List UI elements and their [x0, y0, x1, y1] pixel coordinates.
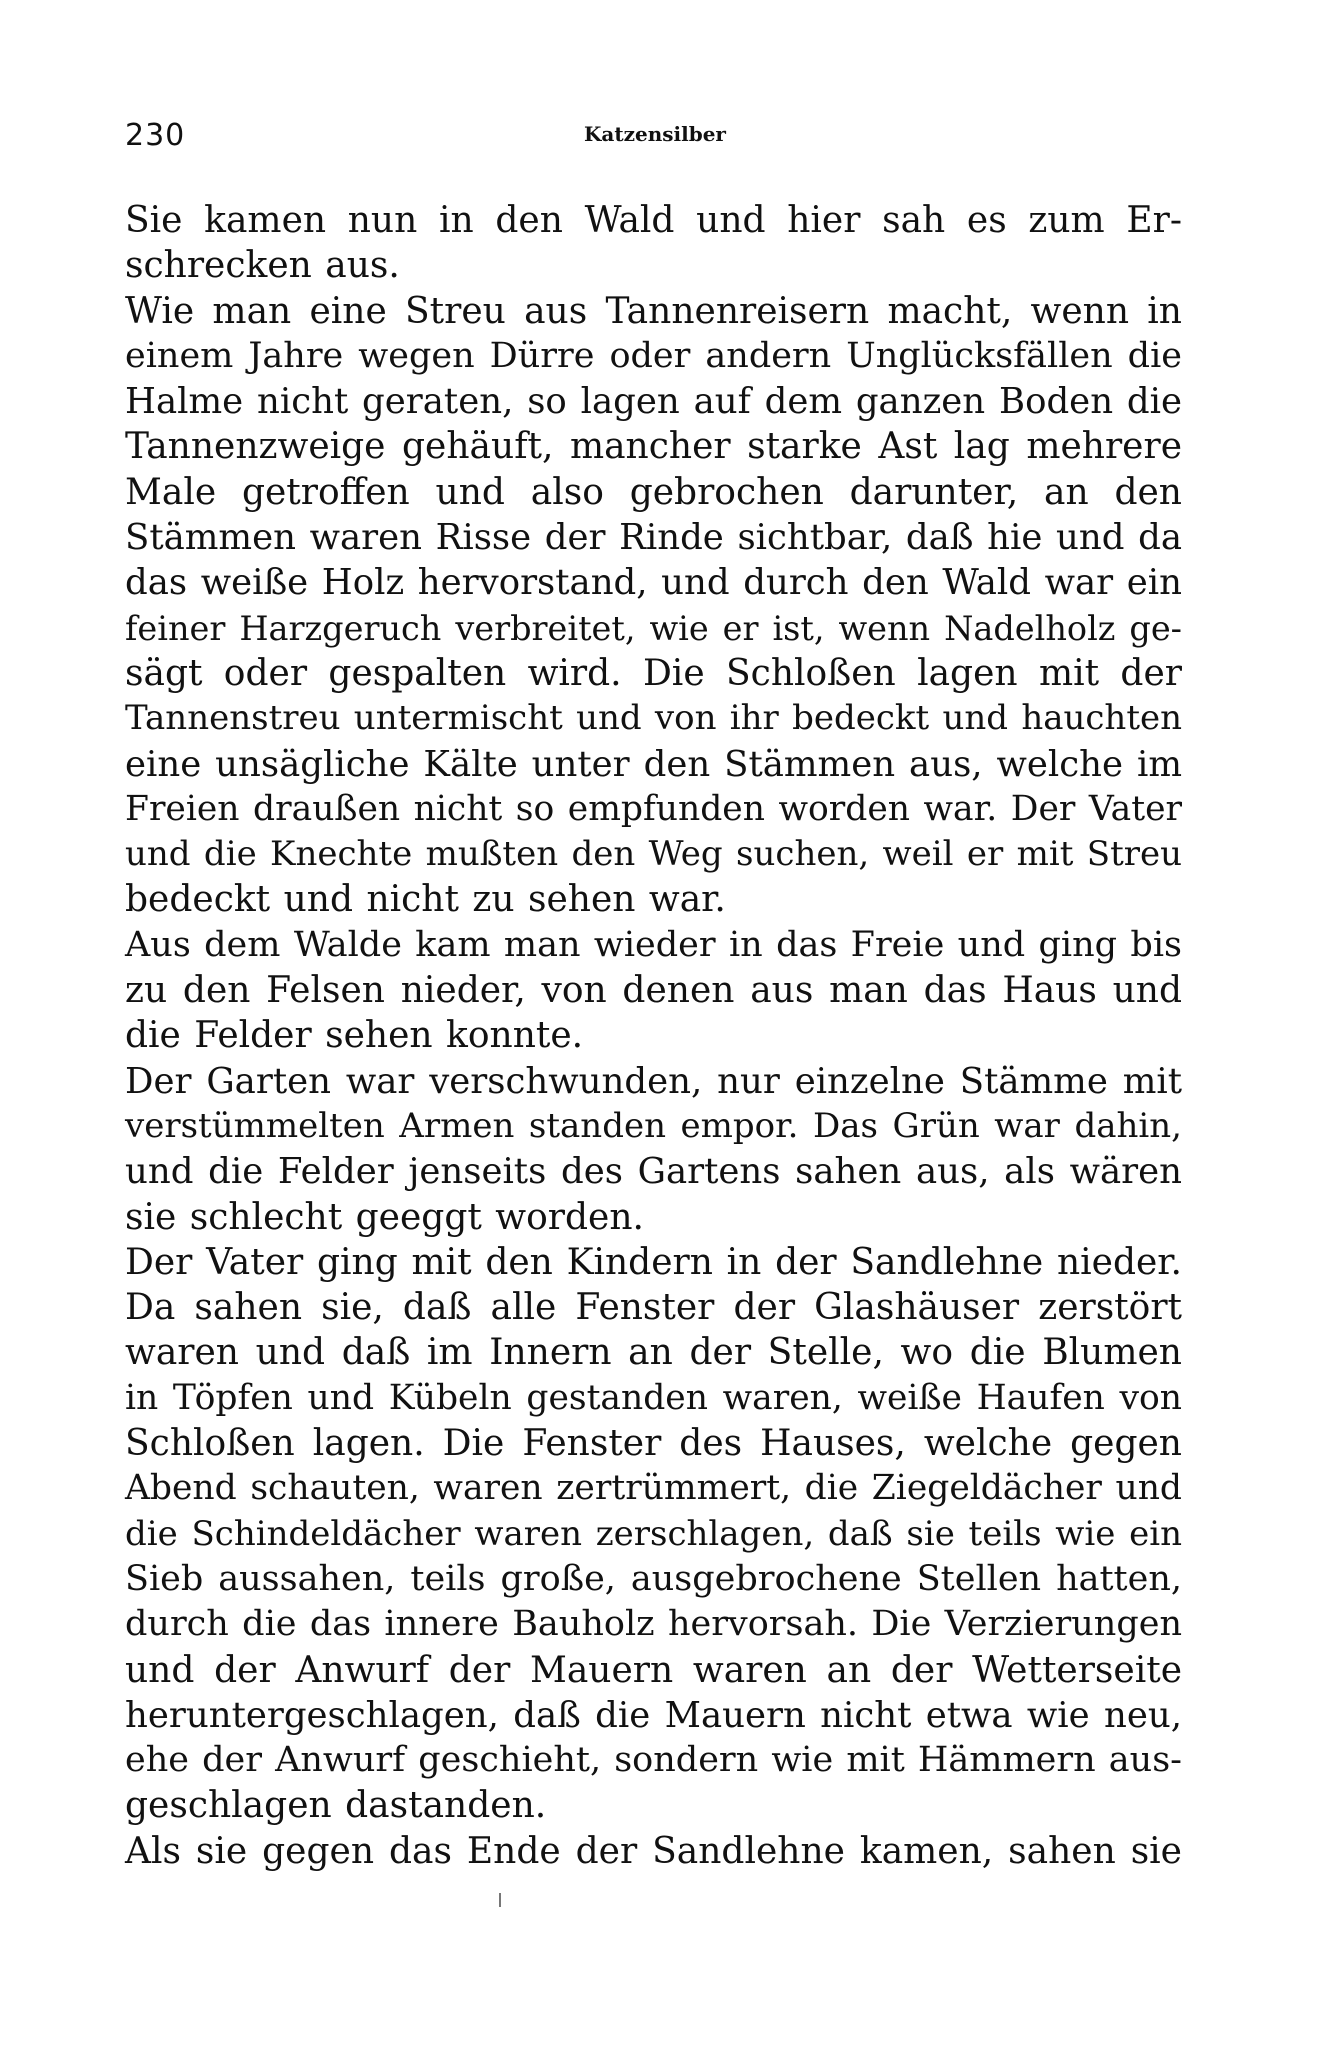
- text-line: Halme nicht geraten, so lagen auf dem ganzen Boden die: [125, 381, 1182, 423]
- text-line: Der Garten war verschwunden, nur einzelne Stämme mit: [125, 1060, 1182, 1102]
- text-line: Aus dem Walde kam man wieder in das Freie und ging bis: [125, 924, 1182, 965]
- print-mark: [499, 1893, 501, 1907]
- text-line: waren und daß im Innern an der Stelle, wo die Blumen: [125, 1332, 1182, 1374]
- text-line: Der Vater ging mit den Kindern in der Sandlehne nieder.: [125, 1241, 1182, 1283]
- text-line: sägt oder gespalten wird. Die Schloßen lagen mit der: [125, 652, 1182, 694]
- text-line: und der Anwurf der Mauern waren an der Wetterseite: [125, 1649, 1182, 1691]
- text-line: geschlagen dastanden.: [125, 1785, 547, 1827]
- page-number: 230: [125, 118, 186, 153]
- page-header: [125, 118, 1185, 162]
- text-line: Wie man eine Streu aus Tannenreisern macht, wenn in: [125, 290, 1182, 332]
- text-line: und die Knechte mußten den Weg suchen, weil er mit Streu: [125, 834, 1182, 875]
- text-line: die Schindeldächer waren zerschlagen, daß sie teils wie ein: [125, 1513, 1182, 1554]
- running-head: Katzensilber: [584, 122, 726, 146]
- text-line: Als sie gegen das Ende der Sandlehne kamen, sahen sie: [125, 1830, 1182, 1872]
- text-line: Abend schauten, waren zertrümmert, die Ziegeldächer und: [125, 1468, 1182, 1509]
- text-line: Tannenstreu untermischt und von ihr bedeckt und hauchten: [125, 698, 1182, 739]
- text-line: heruntergeschlagen, daß die Mauern nicht etwa wie neu,: [125, 1694, 1182, 1736]
- text-line: Da sahen sie, daß alle Fenster der Glashäuser zerstört: [125, 1287, 1182, 1329]
- text-line: bedeckt und nicht zu sehen war.: [125, 879, 726, 921]
- text-line: und die Felder jenseits des Gartens sahen aus, als wären: [125, 1151, 1182, 1193]
- text-line: zu den Felsen nieder, von denen aus man das Haus und: [125, 970, 1182, 1012]
- text-line: Freien draußen nicht so empfunden worden war. Der Vater: [125, 788, 1182, 829]
- text-line: verstümmelten Armen standen empor. Das Grün war dahin,: [125, 1105, 1182, 1146]
- text-line: Male getroffen und also gebrochen darunter, an den: [125, 471, 1182, 513]
- text-line: ehe der Anwurf geschieht, sondern wie mit Hämmern aus-: [125, 1740, 1182, 1781]
- text-line: in Töpfen und Kübeln gestanden waren, weiße Haufen von: [125, 1377, 1182, 1418]
- text-line: Schloßen lagen. Die Fenster des Hauses, welche gegen: [125, 1423, 1182, 1465]
- text-line: feiner Harzgeruch verbreitet, wie er ist, wenn Nadelholz ge-: [125, 608, 1182, 648]
- text-line: durch die das innere Bauholz hervorsah. Die Verzierungen: [125, 1604, 1182, 1645]
- text-line: Tannenzweige gehäuft, mancher starke Ast lag mehrere: [125, 426, 1182, 468]
- text-line: die Felder sehen konnte.: [125, 1015, 584, 1057]
- text-line: einem Jahre wegen Dürre oder andern Unglücksfällen die: [125, 335, 1182, 376]
- text-line: sie schlecht geeggt worden.: [125, 1196, 644, 1238]
- text-line: das weiße Holz hervorstand, und durch den Wald war ein: [125, 562, 1182, 604]
- text-line: schrecken aus.: [125, 245, 400, 287]
- text-line: Sieb aussahen, teils große, ausgebrochene Stellen hatten,: [125, 1558, 1182, 1599]
- body-text: [125, 198, 1182, 1874]
- text-line: Sie kamen nun in den Wald und hier sah es zum Er-: [125, 200, 1182, 241]
- text-line: eine unsägliche Kälte unter den Stämmen aus, welche im: [125, 743, 1182, 785]
- text-line: Stämmen waren Risse der Rinde sichtbar, daß hie und da: [125, 517, 1182, 559]
